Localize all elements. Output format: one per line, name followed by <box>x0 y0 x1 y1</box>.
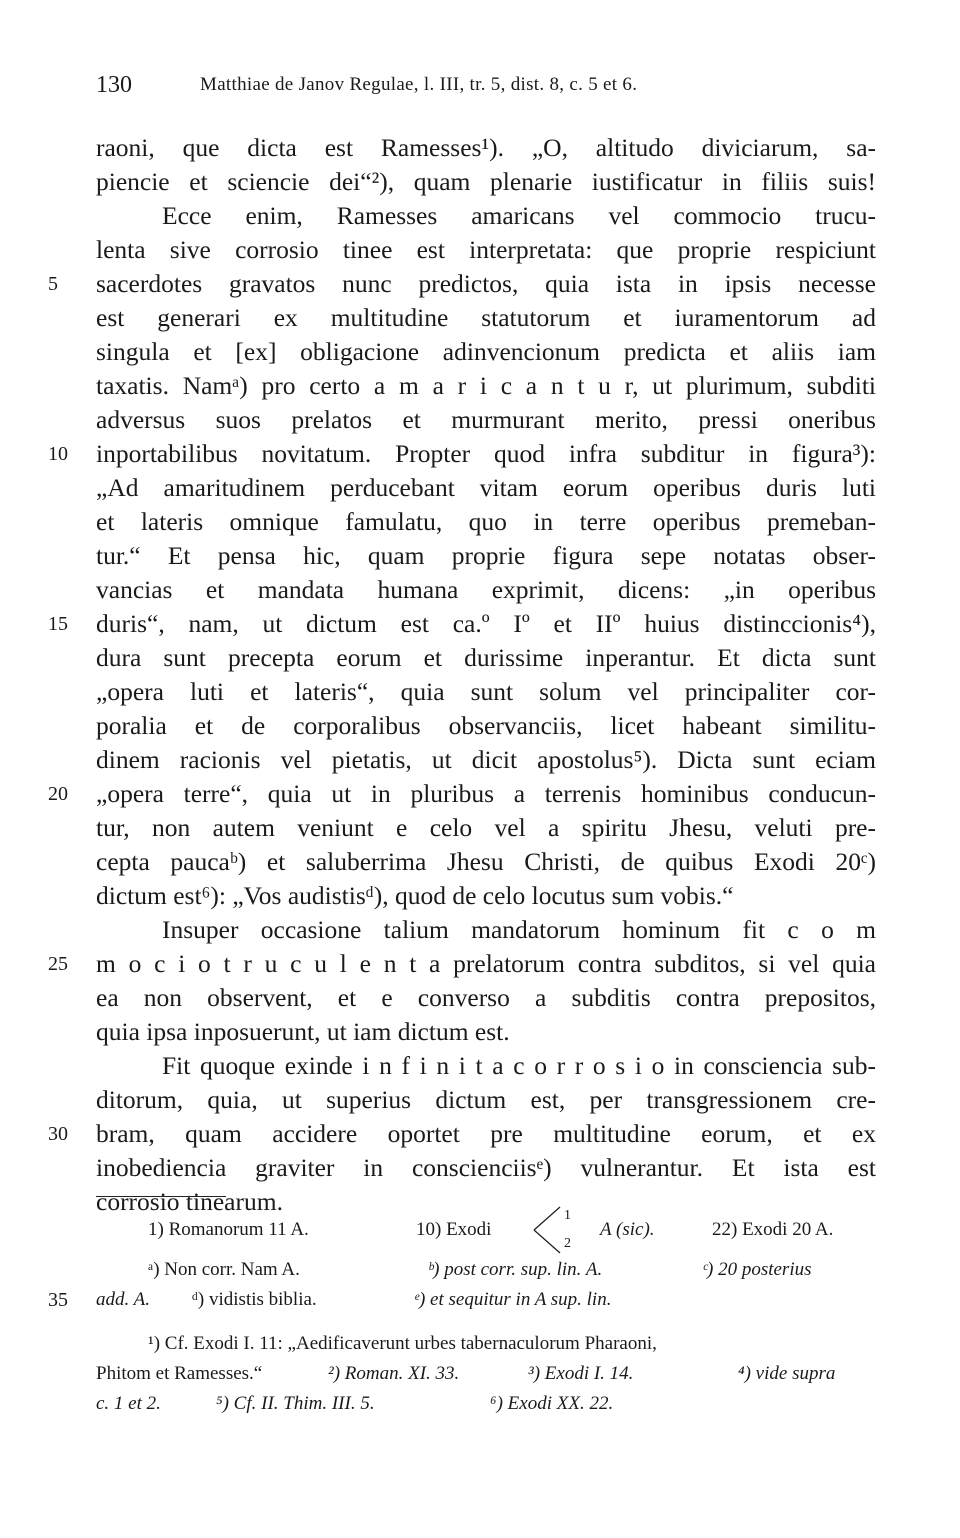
text-line-content: tur, non autem veniunt e celo vel a spiritu Jhesu, veluti pre- <box>96 813 876 842</box>
text-line <box>96 981 876 1015</box>
text-line-content: lenta sive corrosio tinee est interpretata: que proprie respiciunt <box>96 235 876 264</box>
source-note: Phitom et Ramesses.“ <box>96 1363 263 1384</box>
source-note: ²) Roman. XI. 33. <box>328 1363 460 1384</box>
apparatus-note: A (sic). <box>600 1219 655 1240</box>
source-note: ⁴) vide supra <box>738 1363 836 1384</box>
text-line-content: „opera terre“, quia ut in pluribus a terrenis hominibus conducun- <box>96 779 876 808</box>
apparatus-note: 22) Exodi 20 A. <box>712 1219 834 1240</box>
text-line <box>96 369 876 403</box>
text-line-content: et lateris omnique famulatu, quo in terre operibus premeban- <box>96 507 876 536</box>
text-line <box>96 131 876 165</box>
source-line-1 <box>96 1329 876 1359</box>
apparatus-line-1 <box>96 1208 876 1251</box>
line-number: 35 <box>48 1289 68 1311</box>
page-header <box>96 72 876 108</box>
text-line-content: taxatis. Namᵃ) pro certo a m a r i c a n t u r, ut plurimum, subditi <box>96 371 876 400</box>
text-line-content: tur.“ Et pensa hic, quam proprie figura sepe notatas obser- <box>96 541 876 570</box>
variant-lower: 2 <box>564 1236 571 1251</box>
apparatus-note: 1) Romanorum 11 A. <box>148 1219 309 1240</box>
text-line-content: sacerdotes gravatos nunc predictos, quia ista in ipsis necesse <box>96 269 876 298</box>
text-line-content: bram, quam accidere oportet pre multitudine eorum, et ex <box>96 1119 876 1148</box>
text-line <box>96 301 876 335</box>
text-line <box>48 267 876 301</box>
text-line <box>96 335 876 369</box>
text-line <box>96 913 876 947</box>
text-line <box>96 879 876 913</box>
text-line <box>96 709 876 743</box>
variant-upper: 1 <box>564 1208 571 1223</box>
text-line <box>96 1015 876 1049</box>
text-line-content: poralia et de corporalibus observanciis, licet habeant similitu- <box>96 711 876 740</box>
text-line <box>96 743 876 777</box>
line-number: 25 <box>48 953 68 975</box>
text-line <box>48 437 876 471</box>
source-line-3 <box>96 1389 876 1419</box>
source-note: ³) Exodi I. 14. <box>528 1363 634 1384</box>
source-note: ⁶) Exodi XX. 22. <box>490 1393 614 1414</box>
text-line-content: Insuper occasione talium mandatorum hominum fit c o m <box>162 915 876 944</box>
source-note: ⁵) Cf. II. Thim. III. 5. <box>216 1393 375 1414</box>
text-line <box>96 1083 876 1117</box>
source-note: c. 1 et 2. <box>96 1393 161 1414</box>
text-line-content: dictum est⁶): „Vos audistisᵈ), quod de celo locutus sum vobis.“ <box>96 881 734 910</box>
page-number: 130 <box>96 72 132 98</box>
line-number: 15 <box>48 613 68 635</box>
text-line <box>48 947 876 981</box>
apparatus-note: ᵃ) Non corr. Nam A. <box>148 1259 300 1280</box>
apparatus-line-2 <box>96 1255 876 1285</box>
text-line <box>48 777 876 811</box>
main-text <box>48 131 876 1219</box>
text-line <box>96 1185 876 1219</box>
source-line-2 <box>96 1359 876 1389</box>
text-line-content: dura sunt precepta eorum et durissime inperantur. Et dicta sunt <box>96 643 876 672</box>
text-line <box>96 199 876 233</box>
text-line-content: vancias et mandata humana exprimit, dicens: „in operibus <box>96 575 876 604</box>
apparatus-note: add. A. <box>96 1289 151 1310</box>
apparatus-note: ᶜ) 20 posterius <box>702 1259 812 1280</box>
text-line-content: dinem racionis vel pietatis, ut dicit apostolus⁵). Dicta sunt eciam <box>96 745 876 774</box>
text-line <box>96 165 876 199</box>
text-line-content: Fit quoque exinde i n f i n i t a c o r r o s i o in consciencia sub- <box>162 1051 876 1080</box>
running-head: Matthiae de Janov Regulae, l. III, tr. 5, dist. 8, c. 5 et 6. <box>200 74 638 95</box>
text-line <box>96 505 876 539</box>
text-line-content: „Ad amaritudinem perducebant vitam eorum operibus duris luti <box>96 473 876 502</box>
text-line <box>96 1151 876 1185</box>
text-line-content: ea non observent, et e converso a subditis contra prepositos, <box>96 983 876 1012</box>
text-line <box>48 1117 876 1151</box>
text-line <box>96 641 876 675</box>
text-line <box>96 845 876 879</box>
text-line-content: quia ipsa inposuerunt, ut iam dictum est. <box>96 1017 510 1046</box>
text-line-content: corrosio tinearum. <box>96 1187 283 1216</box>
text-line-content: raoni, que dicta est Ramesses¹). „O, altitudo diviciarum, sa- <box>96 133 876 162</box>
text-line-content: singula et [ex] obligacione adinvencionum predicta et aliis iam <box>96 337 876 366</box>
text-line <box>96 471 876 505</box>
apparatus-note: ᵇ) post corr. sup. lin. A. <box>428 1259 603 1280</box>
apparatus-note: 10) Exodi <box>416 1219 492 1240</box>
text-line <box>96 573 876 607</box>
apparatus-line-3 <box>48 1285 876 1315</box>
text-line-content: inobediencia graviter in conscienciisᵉ) vulnerantur. Et ista est <box>96 1153 876 1182</box>
line-number: 5 <box>48 273 58 295</box>
text-line <box>48 607 876 641</box>
text-line-content: „opera luti et lateris“, quia sunt solum vel principaliter cor- <box>96 677 876 706</box>
text-line-content: inportabilibus novitatum. Propter quod infra subditur in figura³): <box>96 439 876 468</box>
text-line <box>96 1049 876 1083</box>
text-line-content: est generari ex multitudine statutorum et iuramentorum ad <box>96 303 876 332</box>
text-line <box>96 403 876 437</box>
line-number: 20 <box>48 783 68 805</box>
text-line-content: piencie et sciencie dei“²), quam plenarie iustificatur in filiis suis! <box>96 167 876 196</box>
text-line-content: cepta paucaᵇ) et saluberrima Jhesu Christi, de quibus Exodi 20ᶜ) <box>96 847 876 876</box>
footnote-rule <box>96 1196 226 1197</box>
text-line <box>96 233 876 267</box>
text-line-content: duris“, nam, ut dictum est ca.º Iº et IIº huius distinccionis⁴), <box>96 609 876 638</box>
line-number: 30 <box>48 1123 68 1145</box>
apparatus-note: ᵉ) et sequitur in A sup. lin. <box>414 1289 612 1310</box>
text-line-content: m o c i o t r u c u l e n t a prelatorum contra subditos, si vel quia <box>96 949 876 978</box>
apparatus-note: ᵈ) vidistis biblia. <box>192 1289 317 1310</box>
footnotes <box>48 1208 876 1419</box>
source-note: ¹) Cf. Exodi I. 11: „Aedificaverunt urbes tabernaculorum Pharaoni, <box>148 1333 657 1354</box>
text-line-content: ditorum, quia, ut superius dictum est, per transgressionem cre- <box>96 1085 876 1114</box>
text-line-content: adversus suos prelatos et murmurant merito, pressi oneribus <box>96 405 876 434</box>
text-line <box>96 539 876 573</box>
text-line-content: Ecce enim, Ramesses amaricans vel commocio trucu- <box>162 201 876 230</box>
text-line <box>96 811 876 845</box>
line-number: 10 <box>48 443 68 465</box>
text-line <box>96 675 876 709</box>
